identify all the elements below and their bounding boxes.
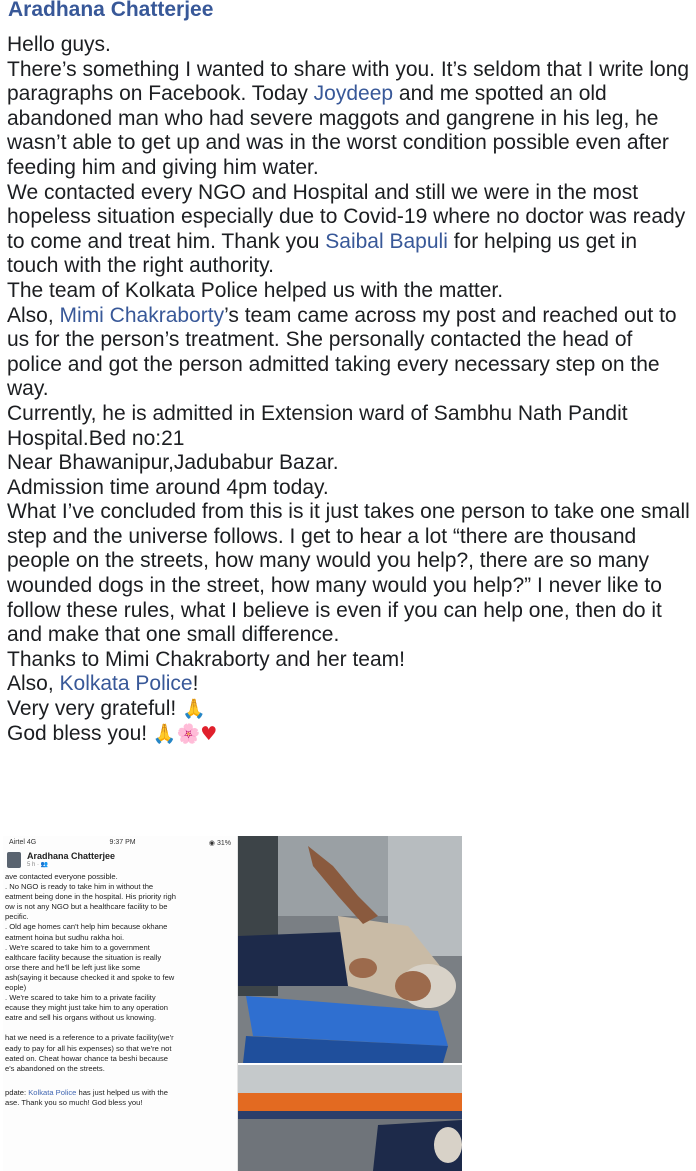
mention-saibal-bapuli[interactable]: Saibal Bapuli [325, 229, 448, 253]
battery-label: ◉ 31% [208, 839, 231, 847]
post-paragraph: God bless you! [7, 721, 153, 745]
folded-hands-emoji-icon: 🙏 [182, 698, 206, 721]
wifi-icon: ◉ [208, 839, 217, 847]
clock-label: 9:37 PM [109, 839, 136, 846]
screenshot-author-row [3, 849, 237, 870]
post-paragraph: for helping us get in touch with the right authority. [7, 229, 637, 278]
post-paragraph: Near Bhawanipur,Jadubabur Bazar. [7, 451, 339, 475]
folded-hands-emoji-icon: 🙏 [152, 722, 177, 745]
friends-icon: 👥 [40, 862, 49, 868]
photo-illustration [238, 836, 462, 1063]
post-paragraph: We contacted every NGO and Hospital and still we were in the most hopeless situation especially due to Covid-19 where no doctor was ready to come and treat him. Thank you [7, 180, 686, 253]
post-paragraph: There’s something I wanted to share with you. It’s seldom that I write long paragraphs on Facebook. Today [7, 57, 690, 106]
screenshot-text: ave contacted everyone possible. . No NGO is ready to take him in without the eatment being done in the hospital. His priority righ ow is not any NGO but a healthcare facility to be pecific. . Old age homes can't help him because okhane eatment hoina but sudhu rakha hoi. . We're scared to take him to a government ealthcare facility because the situation is really orse there and he'll be left just like some ash(saying it because checked it and spoke to few eople) . We're scared to take him to a private facility ecause they might just take him to any operation eatre and sell his organs without us knowing. [5, 872, 176, 1023]
screenshot-author: Aradhana Chatterjee [27, 851, 116, 861]
flower-emoji-icon: 🌸 [176, 722, 201, 745]
post-paragraph: What I’ve concluded from this is it just takes one person to take one small step and the universe follows. I get to hear a lot “there are thousand people on the streets, how many would you help?, there are so many wounded dogs in the street, how many would you help?” I never like to follow these rules, what I believe is even if you can help one, then do it and make that one small difference. [7, 500, 690, 647]
post-paragraph: Thanks to Mimi Chakraborty and her team! [7, 647, 405, 671]
screenshot-text: hat we need is a reference to a private facility(we'r eady to pay for all his expenses) so that we're not eated on. Cheat howar chance ta beshi because e's abandoned on the streets. [5, 1033, 174, 1073]
post-paragraph: The team of Kolkata Police helped us with the matter. [7, 278, 504, 302]
carrier-label: Airtel 4G [9, 839, 37, 846]
post-paragraph: ! [192, 672, 199, 696]
post-paragraph: and me spotted an old abandoned man who had severe maggots and gangrene in his leg, he wasn’t able to get up and was in the worst condition possible even after feeding him and giving him water. [7, 82, 669, 179]
attached-photo-man-on-bench[interactable] [238, 836, 462, 1063]
post-author-name[interactable]: Aradhana Chatterjee [8, 0, 214, 21]
attached-screenshot-image[interactable] [3, 836, 238, 1171]
mention-joydeep[interactable]: Joydeep [313, 82, 394, 106]
phone-status-bar [3, 836, 237, 849]
screenshot-update: pdate: Kolkata Police has just helped us with the ase. Thank you so much! God bless you! [5, 1087, 168, 1107]
post-greeting: Hello guys. [7, 33, 111, 56]
post-paragraph: ’s team came across my post and reached out to us for the person’s treatment. She personally contacted the head of police and got the person admitted taking every necessary step on the way. [7, 303, 677, 401]
photo-illustration [238, 1065, 462, 1171]
post-paragraph: Currently, he is admitted in Extension ward of Sambhu Nath Pandit Hospital.Bed no:21 [7, 401, 628, 450]
mention-kolkata-police[interactable]: Kolkata Police [59, 672, 193, 696]
post-paragraph: Also, [7, 303, 60, 327]
post-paragraph: Very very grateful! [7, 697, 183, 721]
avatar [7, 852, 21, 868]
screenshot-meta: 5 h · 👥 [27, 862, 49, 868]
heart-emoji-icon: ♥ [200, 722, 218, 745]
mention-mimi-chakraborty[interactable]: Mimi Chakraborty [59, 303, 225, 327]
post-paragraph: Also, [7, 672, 60, 696]
attached-photo-man-on-orange-bench[interactable] [238, 1065, 462, 1171]
post-body [7, 33, 693, 746]
post-paragraph: Admission time around 4pm today. [7, 475, 329, 499]
